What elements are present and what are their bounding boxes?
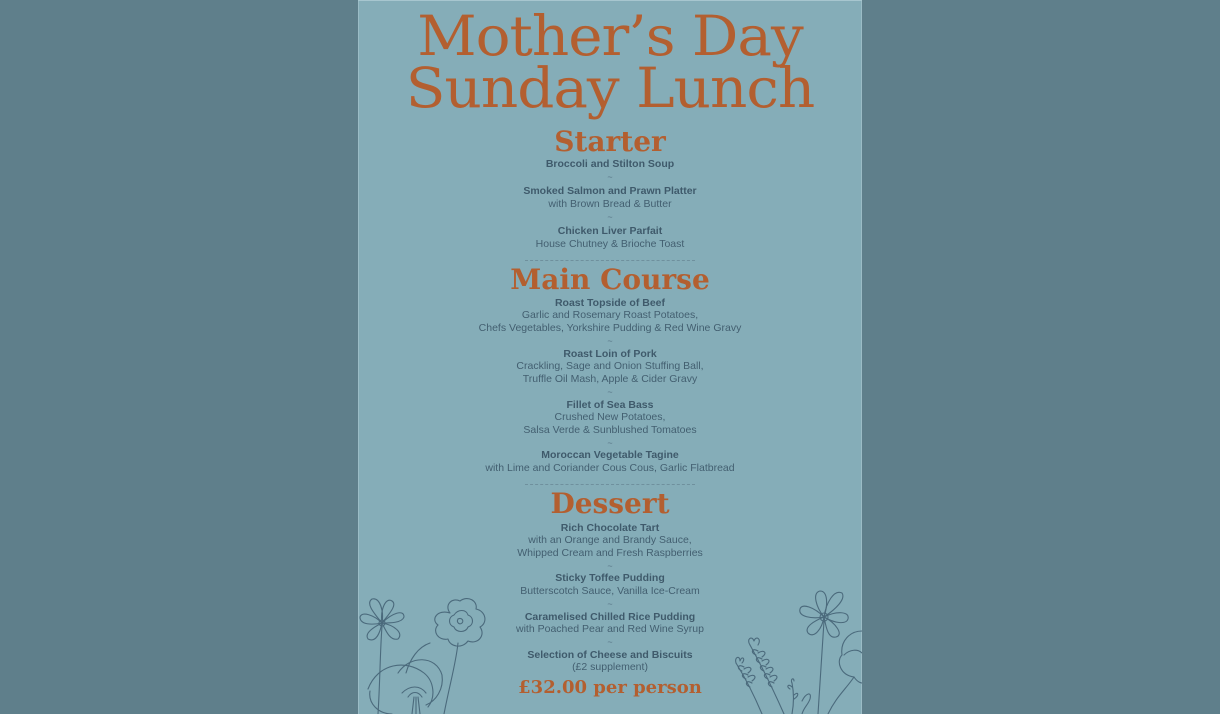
menu-item-detail: Butterscotch Sauce, Vanilla Ice-Cream [520,585,700,597]
menu-item-detail: with an Orange and Brandy Sauce, [528,534,692,546]
title-line-1: Mother’s Day [417,3,803,69]
menu-card [358,0,862,714]
item-divider: ~ [607,336,613,346]
item-divider: ~ [607,212,613,222]
menu-item-detail: Garlic and Rosemary Roast Potatoes, [521,309,699,321]
menu-item-name: Moroccan Vegetable Tagine [541,449,679,461]
menu-item-detail: Crackling, Sage and Onion Stuffing Ball, [516,360,704,372]
menu-item-name: Fillet of Sea Bass [566,399,654,411]
menu-item-detail: with Lime and Coriander Cous Cous, Garlic Flatbread [485,462,735,474]
section-heading-starter: Starter [554,125,666,158]
item-divider: ~ [607,637,613,647]
menu-item-name: Chicken Liver Parfait [557,225,663,237]
section-divider [525,484,695,485]
menu-item-detail: Truffle Oil Mash, Apple & Cider Gravy [522,373,698,385]
menu-item-detail: Whipped Cream and Fresh Raspberries [517,547,703,559]
menu-item-detail: House Chutney & Brioche Toast [535,238,685,250]
price-per-person: £32.00 per person [518,677,702,698]
section-heading-main-course: Main Course [510,263,710,296]
menu-item-detail: with Poached Pear and Red Wine Syrup [516,623,704,635]
item-divider: ~ [607,172,613,182]
menu-item-name: Rich Chocolate Tart [560,522,660,534]
menu-item-name: Roast Loin of Pork [563,348,657,360]
item-divider: ~ [607,599,613,609]
menu-item-detail: (£2 supplement) [572,661,648,673]
menu-item-detail: Crushed New Potatoes, [554,411,666,423]
menu-item-name: Broccoli and Stilton Soup [545,158,675,170]
menu-item-name: Selection of Cheese and Biscuits [527,649,693,661]
title-line-2: Sunday Lunch [405,55,815,121]
section-heading-dessert: Dessert [550,487,670,520]
menu-item-detail: Chefs Vegetables, Yorkshire Pudding & Red Wine Gravy [478,322,742,334]
menu-item-name: Caramelised Chilled Rice Pudding [524,611,696,623]
item-divider: ~ [607,387,613,397]
menu-item-name: Smoked Salmon and Prawn Platter [523,185,697,197]
menu-item-detail: Salsa Verde & Sunblushed Tomatoes [523,424,697,436]
item-divider: ~ [607,438,613,448]
menu-item-name: Roast Topside of Beef [554,297,666,309]
section-divider [525,260,695,261]
menu-item-detail: with Brown Bread & Butter [548,198,672,210]
item-divider: ~ [607,561,613,571]
menu-item-name: Sticky Toffee Pudding [555,572,665,584]
